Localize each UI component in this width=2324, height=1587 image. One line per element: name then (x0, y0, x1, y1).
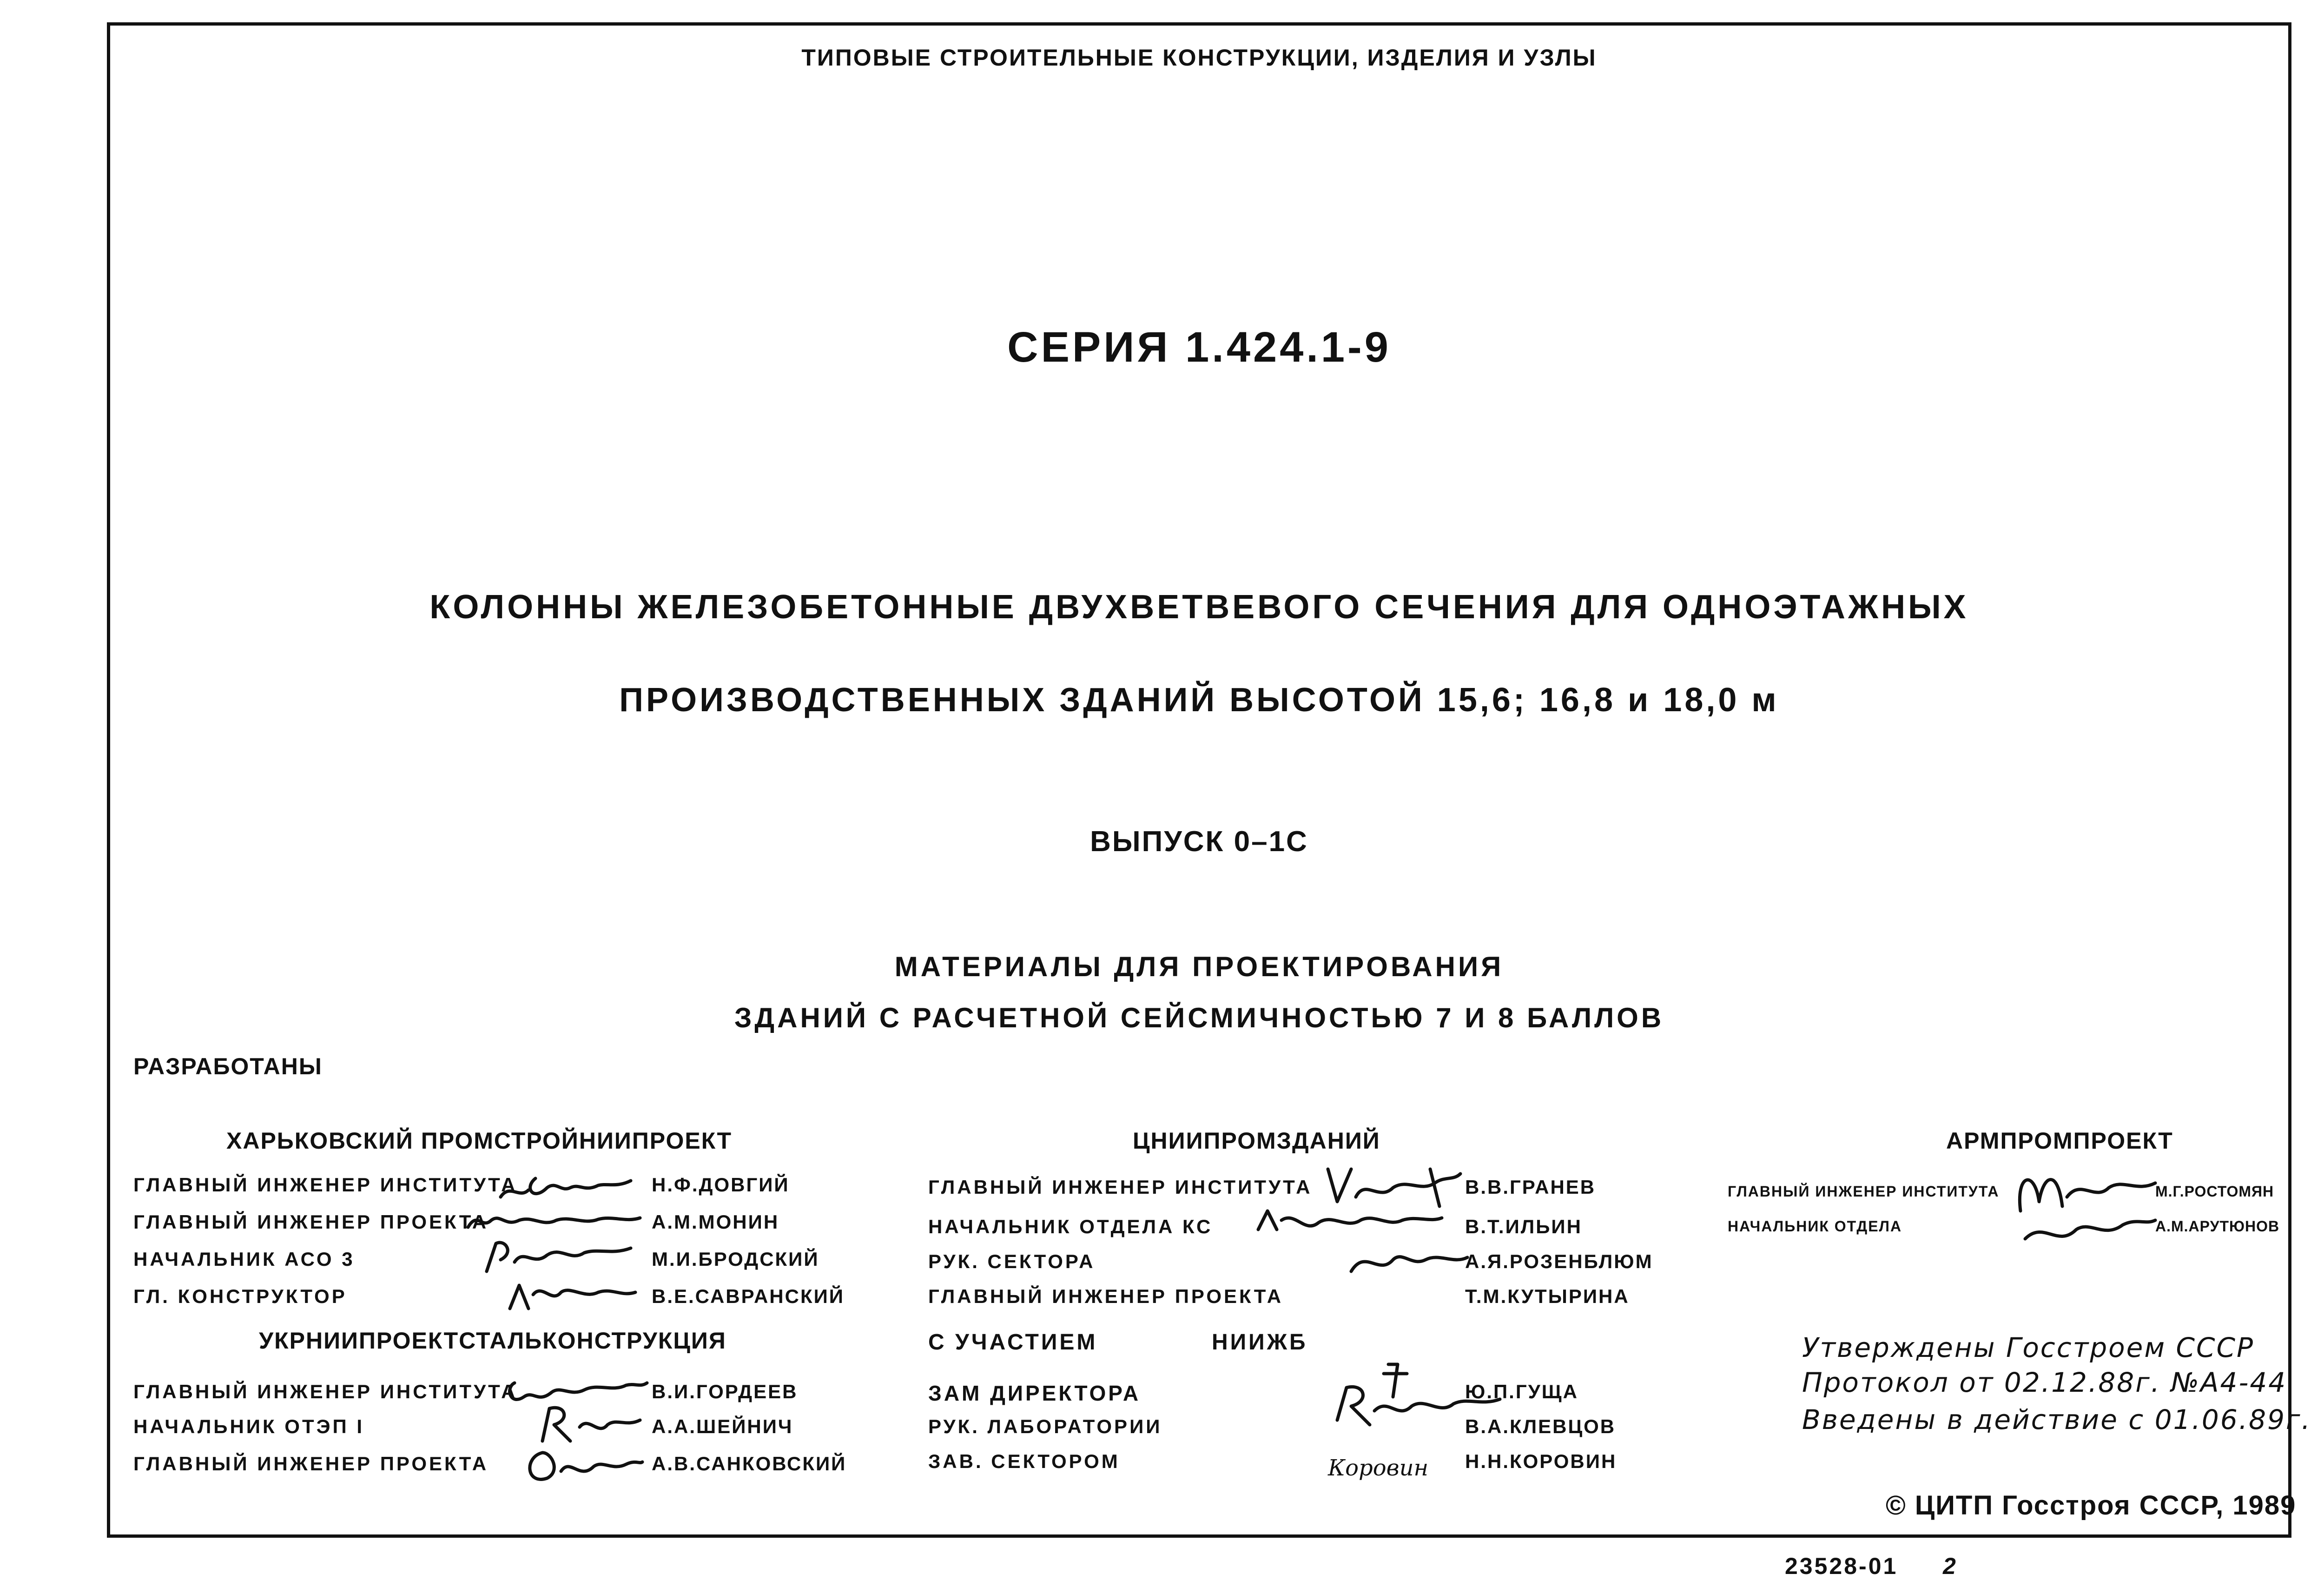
org4-name-1: М.Г.РОСТОМЯН (2155, 1183, 2274, 1200)
participation-name-1: Ю.П.ГУЩА (1465, 1381, 1578, 1402)
title-sheet-frame (107, 22, 2311, 1538)
approval-line-2: Протокол от 02.12.88г. №А4-44 (1802, 1367, 2287, 1398)
participation-org: НИИЖБ (1212, 1330, 1308, 1355)
page-number: 2 (1943, 1553, 1958, 1579)
copyright-notice: © ЦИТП Госстроя СССР, 1989 (1886, 1490, 2297, 1521)
org2-role-3: ГЛАВНЫЙ ИНЖЕНЕР ПРОЕКТА (133, 1453, 489, 1475)
org3-role-1: ГЛАВНЫЙ ИНЖЕНЕР ИНСТИТУТА (928, 1176, 1313, 1198)
org3-name-4: Т.М.КУТЫРИНА (1465, 1285, 1630, 1307)
participation-role-3: ЗАВ. СЕКТОРОМ (928, 1450, 1120, 1472)
signature-korovin: Коровин (1328, 1455, 1429, 1481)
issue-number: ВЫПУСК 0–1С (1090, 826, 1308, 858)
header-text: ТИПОВЫЕ СТРОИТЕЛЬНЫЕ КОНСТРУКЦИИ, ИЗДЕЛИЯ И УЗЛЫ (801, 45, 1597, 71)
org2-name-1: В.И.ГОРДЕЕВ (652, 1381, 798, 1402)
signature-rozenblyum (1342, 1239, 1481, 1281)
signature-dovgiy (491, 1164, 645, 1206)
org-cnii-name: ЦНИИПРОМЗДАНИЙ (1133, 1128, 1380, 1154)
participation-role-1: ЗАМ ДИРЕКТОРА (928, 1381, 1141, 1405)
participation-name-2: В.А.КЛЕВЦОВ (1465, 1415, 1616, 1437)
signature-klevtsov (1328, 1360, 1505, 1434)
org1-role-4: ГЛ. КОНСТРУКТОР (133, 1285, 347, 1307)
org2-name-3: А.В.САНКОВСКИЙ (652, 1453, 847, 1475)
org1-role-1: ГЛАВНЫЙ ИНЖЕНЕР ИНСТИТУТА (133, 1174, 518, 1196)
document-title-line-1: КОЛОННЫ ЖЕЛЕЗОБЕТОННЫЕ ДВУХВЕТВЕВОГО СЕЧЕНИЯ ДЛЯ ОДНОЭТАЖНЫХ (429, 589, 1969, 626)
signature-monin (463, 1202, 645, 1239)
signature-savransky (501, 1276, 640, 1318)
signature-sankovsky (519, 1439, 645, 1490)
approval-line-3: Введены в действие с 01.06.89г. (1802, 1404, 2311, 1435)
org-kharkov-name: ХАРЬКОВСКИЙ ПРОМСТРОЙНИИПРОЕКТ (226, 1128, 733, 1154)
org3-name-2: В.Т.ИЛЬИН (1465, 1216, 1582, 1237)
org1-name-3: М.И.БРОДСКИЙ (652, 1248, 819, 1270)
materials-line-1: МАТЕРИАЛЫ ДЛЯ ПРОЕКТИРОВАНИЯ (894, 951, 1504, 982)
org1-name-2: А.М.МОНИН (652, 1211, 779, 1233)
org4-role-1: ГЛАВНЫЙ ИНЖЕНЕР ИНСТИТУТА (1728, 1183, 2000, 1200)
org4-role-2: НАЧАЛЬНИК ОТДЕЛА (1728, 1218, 1902, 1235)
org3-role-4: ГЛАВНЫЙ ИНЖЕНЕР ПРОЕКТА (928, 1285, 1284, 1307)
approval-line-1: Утверждены Госстроем СССР (1802, 1332, 2255, 1363)
org-ukr-name: УКРНИИПРОЕКТСТАЛЬКОНСТРУКЦИЯ (259, 1328, 726, 1354)
developed-label: РАЗРАБОТАНЫ (133, 1053, 323, 1079)
signature-rostomyan-arutyunov (2007, 1160, 2165, 1253)
org3-role-2: НАЧАЛЬНИК ОТДЕЛА КС (928, 1216, 1213, 1237)
org3-name-1: В.В.ГРАНЕВ (1465, 1176, 1596, 1198)
org2-role-1: ГЛАВНЫЙ ИНЖЕНЕР ИНСТИТУТА (133, 1381, 518, 1402)
org1-name-4: В.Е.САВРАНСКИЙ (652, 1285, 845, 1307)
org-armprom-name: АРМПРОМПРОЕКТ (1946, 1128, 2173, 1154)
participation-role-2: РУК. ЛАБОРАТОРИИ (928, 1415, 1162, 1437)
org1-name-1: Н.Ф.ДОВГИЙ (652, 1174, 790, 1196)
signature-brodsky (473, 1234, 640, 1281)
org1-role-3: НАЧАЛЬНИК АСО 3 (133, 1248, 355, 1270)
org4-name-2: А.М.АРУТЮНОВ (2155, 1218, 2280, 1235)
document-title-line-2: ПРОИЗВОДСТВЕННЫХ ЗДАНИЙ ВЫСОТОЙ 15,6; 16,8 и 18,0 м (619, 681, 1779, 719)
org1-role-2: ГЛАВНЫЙ ИНЖЕНЕР ПРОЕКТА (133, 1211, 489, 1233)
participation-label: С УЧАСТИЕМ (928, 1330, 1098, 1355)
signature-ilyin (1249, 1202, 1444, 1243)
document-number: 23528-01 (1785, 1553, 1898, 1579)
materials-line-2: ЗДАНИЙ С РАСЧЕТНОЙ СЕЙСМИЧНОСТЬЮ 7 И 8 БАЛЛОВ (734, 1002, 1664, 1033)
org3-role-3: РУК. СЕКТОРА (928, 1250, 1096, 1272)
org2-role-2: НАЧАЛЬНИК ОТЭП I (133, 1415, 365, 1437)
org2-name-2: А.А.ШЕЙНИЧ (652, 1415, 793, 1437)
participation-name-3: Н.Н.КОРОВИН (1465, 1450, 1617, 1472)
series-number: СЕРИЯ 1.424.1-9 (1007, 324, 1391, 371)
org3-name-3: А.Я.РОЗЕНБЛЮМ (1465, 1250, 1653, 1272)
